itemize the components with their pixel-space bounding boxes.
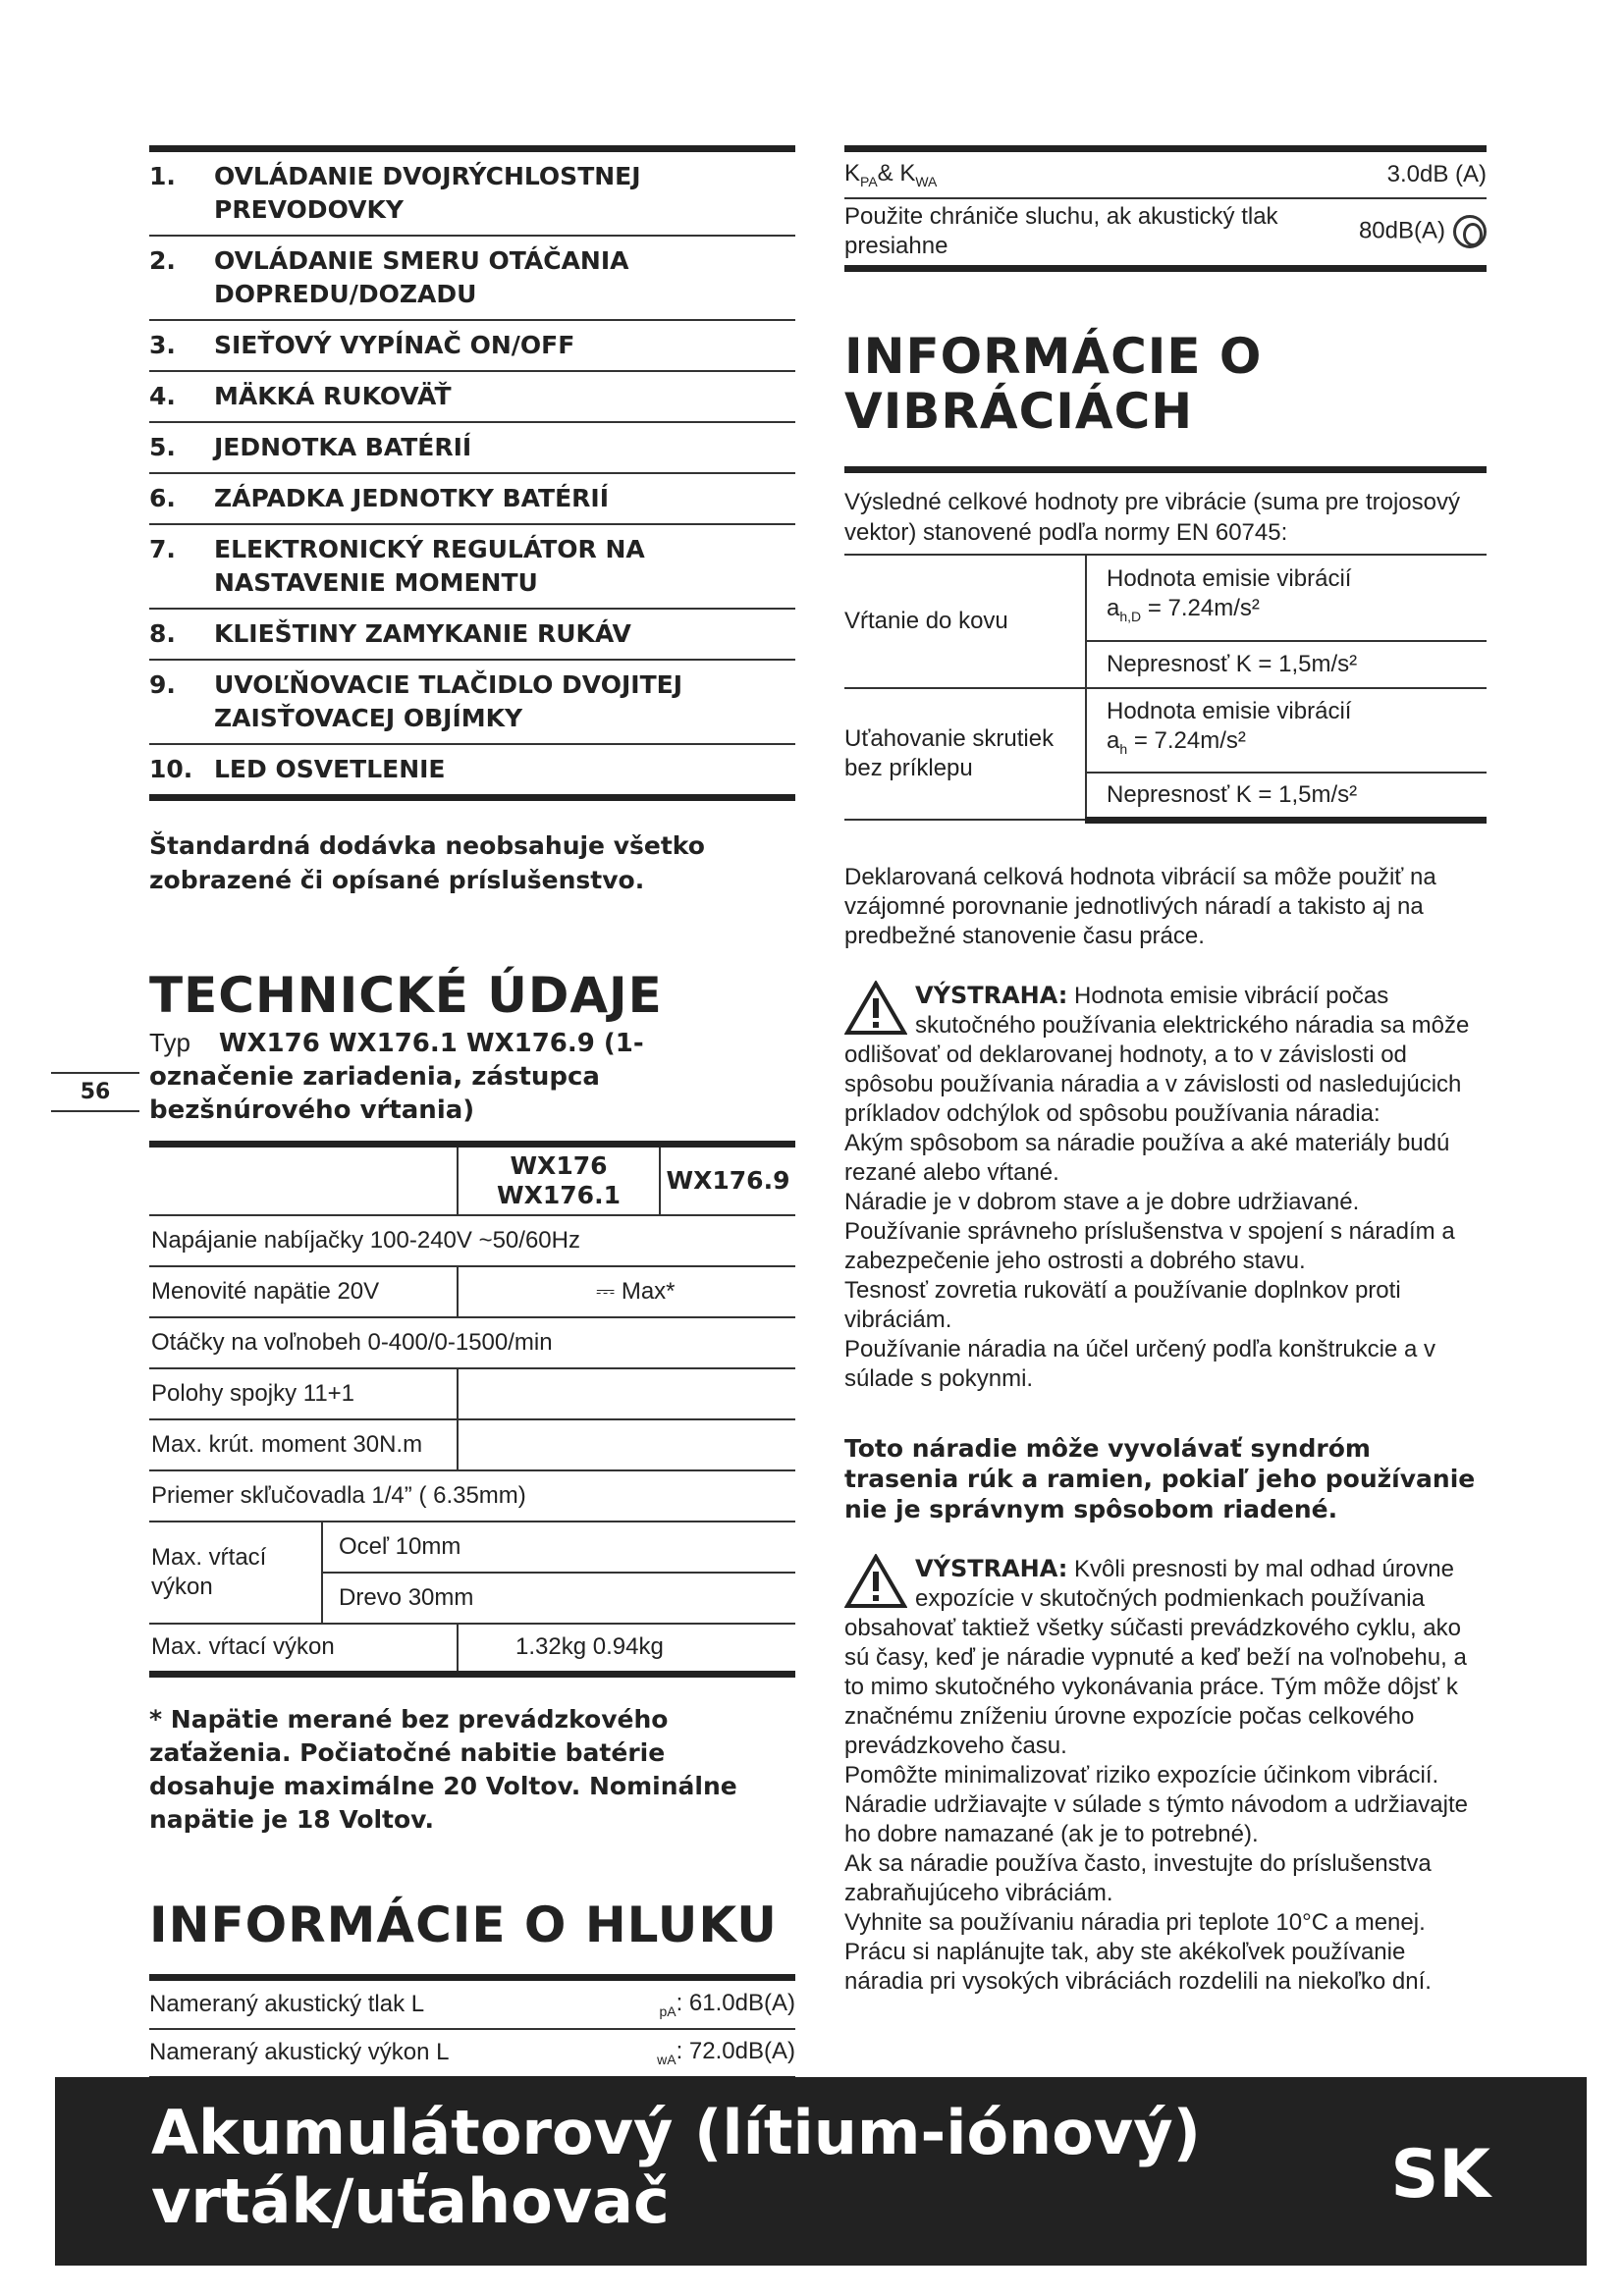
column-header-wx176: WX176 WX176.1 <box>458 1145 660 1215</box>
vibration-intro: Výsledné celkové hodnoty pre vibrácie (suma pre trojosový vektor) stanovené podľa normy EN 60745: <box>844 489 1460 546</box>
noise-power-label: Nameraný akustický výkon L <box>149 2029 591 2080</box>
tech-data-title: TECHNICKÉ ÚDAJE <box>149 967 663 1024</box>
table-row <box>149 1470 795 1522</box>
divider <box>51 1072 139 1074</box>
hand-arm-syndrome-note: Toto náradie môže vyvolávať syndróm trasenia rúk a ramien, pokiaľ jeho používanie nie je správnym spôsobom riadené. <box>844 1433 1476 1523</box>
tech-data-table <box>149 1141 795 1678</box>
list-item: 6. ZÁPADKA JEDNOTKY BATÉRIÍ <box>149 472 795 523</box>
dc-symbol-icon: ⎓ <box>596 1277 616 1305</box>
warning-triangle-icon <box>844 981 907 1036</box>
hearing-protection-value: 80dB(A) <box>1296 198 1487 269</box>
list-item: 7. ELEKTRONICKÝ REGULÁTOR NA NASTAVENIE MOMENTU <box>149 523 795 608</box>
list-item: 4. MÄKKÁ RUKOVÄŤ <box>149 370 795 421</box>
torque-spec: Max. krút. moment 30N.m <box>149 1419 458 1470</box>
table-row <box>844 555 1487 641</box>
divider <box>844 466 1487 473</box>
table-row <box>149 2029 795 2080</box>
product-title: Akumulátorový (lítium-iónový) vrták/uťahovač <box>151 2097 1201 2237</box>
table-row <box>844 198 1487 269</box>
voltage-label: Menovité napätie 20V <box>149 1266 458 1317</box>
table-row <box>149 1522 795 1573</box>
list-item: 5. JEDNOTKA BATÉRIÍ <box>149 421 795 472</box>
warning-block-2: VÝSTRAHA: Kvôli presnosti by mal odhad úrovne expozície v skutočných podmienkach používania obsahovať taktiež všetky súčasti prevádzkového cyklu, ako sú časy, keď je náradie vypnuté a keď beží na voľnobehu, a to mimo skutočného vykonávania práce. Tým môže dôjsť k značnému zníženiu úrovne expozície počas celkového prevádzkoveho času. Pomôžte minimalizovať riziko expozície účinkom vibrácií. Náradie udržiavajte v súlade s týmto návodom a udržiavajte ho dobre namazané (ak je to potrebné). Ak sa náradie používa často, investujte do príslušenstva zabraňujúceho vibráciám. Vyhnite sa používaniu náradia pri teplote 10°C a menej. Prácu si naplánujte tak, aby ste akékoľvek používanie náradia pri vysokých vibráciách rozdelili na niekoľko dní. <box>844 1554 1468 1995</box>
table-row <box>844 149 1487 198</box>
column-header-wx1769: WX176.9 <box>660 1145 795 1215</box>
noise-pressure-label: Nameraný akustický tlak L <box>149 1978 591 2029</box>
list-item: 2. OVLÁDANIE SMERU OTÁČANIA DOPREDU/DOZADU <box>149 235 795 319</box>
table-row <box>844 688 1487 773</box>
steel-capacity: Oceľ 10mm <box>322 1522 795 1573</box>
wood-capacity: Drevo 30mm <box>322 1573 795 1624</box>
divider <box>51 1110 139 1112</box>
voltage-footnote: * Napätie merané bez prevádzkového zaťaženia. Počiatočné nabitie batérie dosahuje maximálne 20 Voltov. Nominálne napätie je 18 Voltov. <box>149 1705 737 1834</box>
kpa-kwa-label: $K_{PA}\&$ $K_{WA}$ <box>844 149 1296 198</box>
language-code: SK <box>1390 2136 1490 2214</box>
table-row <box>149 1266 795 1317</box>
list-item: 10. LED OSVETLENIE <box>149 743 795 794</box>
declared-vibration-text: Deklarovaná celková hodnota vibrácií sa môže použiť na vzájomné porovnanie jednotlivých náradí a takisto aj na predbežné stanovenie času práce. <box>844 863 1436 949</box>
list-item: 3. SIEŤOVÝ VYPÍNAČ ON/OFF <box>149 319 795 370</box>
clutch-spec: Polohy spojky 11+1 <box>149 1368 458 1419</box>
chuck-spec: Priemer skľučovadla 1/4” ( 6.35mm) <box>149 1470 795 1522</box>
page-number: 56 <box>51 1066 139 1118</box>
uncertainty-table <box>844 145 1487 272</box>
table-row <box>149 1215 795 1266</box>
tech-intro: Typ WX176 WX176.1 WX176.9 (1- označenie zariadenia, zástupca bezšnúrového vŕtania) <box>149 1028 644 1125</box>
weight-label: Max. vŕtací výkon <box>149 1624 458 1675</box>
footer-banner <box>55 2077 1587 2266</box>
vibration-title: INFORMÁCIE O VIBRÁCIÁCH <box>844 328 1263 440</box>
noise-table <box>149 1974 795 2083</box>
parts-list <box>149 145 795 801</box>
weight-values: 1.32kg 0.94kg <box>458 1624 795 1675</box>
speed-spec: Otáčky na voľnobeh 0-400/0-1500/min <box>149 1317 795 1368</box>
noise-title: INFORMÁCIE O HLUKU <box>149 1896 778 1953</box>
vib-row2-label: Uťahovanie skrutiek bez príklepu <box>844 688 1086 820</box>
vib-row1-emission: Hodnota emisie vibrácií $a_{h,D} = 7.24m/s^2$ <box>1086 555 1487 641</box>
table-row <box>149 1624 795 1675</box>
warning-block-1: VÝSTRAHA: Hodnota emisie vibrácií počas skutočného používania elektrického náradia sa môže odlišovať od deklarovanej hodnoty, a to v závislosti od spôsobu používania náradia a v závislosti od nasledujúcich príkladov odchýlok od spôsobu používania náradia: Akým spôsobom sa náradie používa a aké materiály budú rezané alebo vŕtané. Náradie je v dobrom stave a je dobre udržiavané. Používanie správneho príslušenstva v spojení s náradím a zabezpečenie jeho ostrosti a dobrého stavu. Tesnosť zovretia rukovätí a používanie doplnkov proti vibráciám. Používanie náradia na účel určený podľa konštrukcie a v súlade s pokynmi. <box>844 981 1470 1392</box>
standard-delivery-note: Štandardná dodávka neobsahuje všetko zobrazené či opísané príslušenstvo. <box>149 831 705 894</box>
table-row <box>149 1145 795 1215</box>
list-item: 1. OVLÁDANIE DVOJRÝCHLOSTNEJ PREVODOVKY <box>149 162 641 224</box>
table-row <box>149 1419 795 1470</box>
right-column <box>844 145 1487 1997</box>
vib-row1-label: Vŕtanie do kovu <box>844 555 1086 688</box>
charger-spec: Napájanie nabíjačky 100-240V ~50/60Hz <box>149 1215 795 1266</box>
list-item: 8. KLIEŠTINY ZAMYKANIE RUKÁV <box>149 608 795 659</box>
vib-row2-emission: Hodnota emisie vibrácií $a_h = 7.24m/s^2$ <box>1086 688 1487 773</box>
vib-row1-uncertainty: Nepresnosť K = 1,5m/s² <box>1086 641 1487 688</box>
left-column <box>149 145 795 2083</box>
table-row <box>149 1368 795 1419</box>
ear-protection-icon <box>1453 215 1487 248</box>
warning-triangle-icon <box>844 1554 907 1609</box>
noise-power-value: $_{wA}$: 72.0dB(A) <box>591 2029 795 2080</box>
vibration-table <box>844 554 1487 824</box>
vib-row2-uncertainty: Nepresnosť K = 1,5m/s² <box>1086 773 1487 820</box>
table-row <box>149 1317 795 1368</box>
hearing-protection-text: Použite chrániče sluchu, ak akustický tlak presiahne <box>844 198 1296 269</box>
capacity-label: Max. vŕtací výkon <box>149 1522 322 1624</box>
noise-pressure-value: $_{pA}$: 61.0dB(A) <box>591 1978 795 2029</box>
voltage-value: ⎓ Max* <box>458 1266 795 1317</box>
list-item: 9. UVOĽŇOVACIE TLAČIDLO DVOJITEJ ZAISŤOVACEJ OBJÍMKY <box>149 659 795 743</box>
table-row <box>149 1978 795 2029</box>
kpa-kwa-value: 3.0dB (A) <box>1296 149 1487 198</box>
